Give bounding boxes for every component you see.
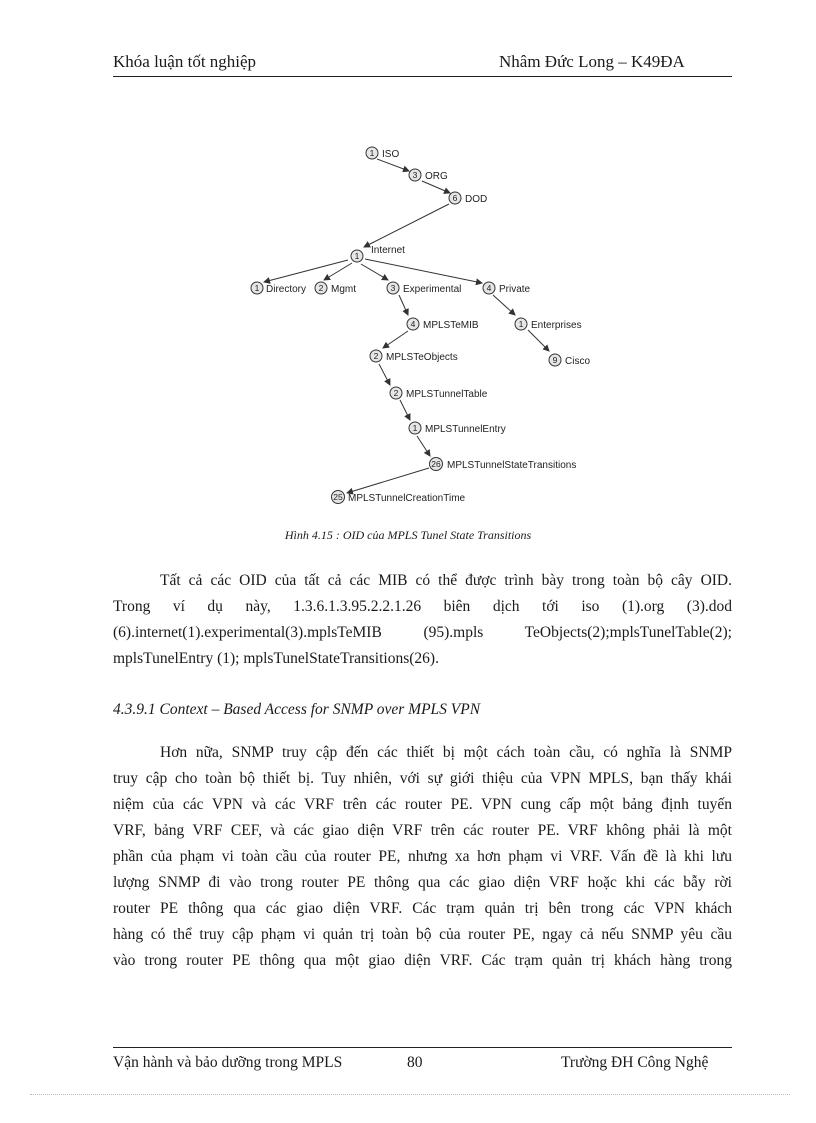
node-enterprises (515, 318, 582, 331)
node-mplsteobjects-label: MPLSTeObjects (386, 352, 458, 363)
node-mgmt-number: 2 (318, 283, 324, 293)
node-cisco-label: Cisco (565, 356, 591, 367)
edge-mplstemib-mplsteobjects (383, 331, 408, 348)
node-creationtime (332, 491, 466, 505)
footer-course-title: Vận hành và bảo dưỡng trong MPLS (113, 1054, 343, 1071)
footer-university: Trường ĐH Công Nghệ (561, 1054, 709, 1071)
node-org-number: 3 (412, 170, 418, 180)
paragraph-line: vào trong router PE thông qua một giao diện VRF. Các trạm quản trị khách hàng trong (113, 952, 732, 969)
node-enterprises-label: Enterprises (531, 320, 582, 331)
paragraph-line: hàng có thể truy cập phạm vi quản trị toàn bộ của router PE, ngay cả nếu SNMP yêu cầu (113, 926, 732, 943)
oid-tree-diagram (240, 138, 600, 513)
paragraph-line: Hơn nữa, SNMP truy cập đến các thiết bị một cách toàn cầu, có nghĩa là SNMP (160, 744, 732, 761)
edge-dod-internet (364, 204, 449, 247)
edge-iso-org (377, 159, 409, 171)
edge-internet-directory (264, 260, 348, 282)
node-creationtime-label: MPLSTunnelCreationTime (348, 493, 466, 504)
node-mplsteobjects-number: 2 (373, 351, 379, 361)
node-internet-label: Internet (371, 245, 405, 256)
node-tunneltable-number: 2 (393, 388, 399, 398)
node-org (409, 169, 448, 182)
node-iso-number: 1 (369, 148, 375, 158)
paragraph-line: lượng SNMP đi vào trong router PE thông qua các giao diện VRF hoặc khi các bẫy rời (113, 874, 732, 891)
page-header (113, 52, 732, 77)
node-cisco-number: 9 (552, 355, 558, 365)
node-mgmt (315, 282, 356, 295)
node-dod-number: 6 (452, 193, 458, 203)
edge-statetransitions-creationtime (347, 468, 429, 493)
node-statetransitions-number: 26 (431, 459, 441, 469)
node-private-number: 4 (486, 283, 492, 293)
node-statetransitions-label: MPLSTunnelStateTransitions (447, 460, 577, 471)
node-tunneltable (390, 387, 488, 400)
node-statetransitions (430, 458, 577, 472)
node-experimental-number: 3 (390, 283, 396, 293)
page-number: 80 (407, 1054, 423, 1071)
page-footer (113, 1047, 732, 1074)
paragraph-line: router PE thông qua các giao diện VRF. Các trạm quản trị bên trong các VPN khách (113, 900, 732, 917)
node-iso (366, 147, 399, 160)
paragraph-line: (6).internet(1).experimental(3).mplsTeMIB (95).mpls TeObjects(2);mplsTunelTable(2); (113, 624, 732, 641)
paragraph-oid-explanation (113, 568, 732, 672)
node-dod (449, 192, 487, 205)
figure-caption: Hình 4.15 : OID của MPLS Tunel State Transitions (284, 528, 532, 542)
node-directory-number: 1 (254, 283, 260, 293)
paragraph-context-access (113, 740, 732, 974)
node-mplstemib (407, 318, 479, 331)
paragraph-line: mplsTunelEntry (1); mplsTunelStateTransitions(26). (113, 650, 439, 667)
edge-experimental-mplstemib (399, 295, 408, 315)
node-internet (351, 245, 405, 262)
node-tunnelentry (409, 422, 506, 435)
edge-org-dod (422, 181, 450, 193)
node-private (483, 282, 531, 295)
node-private-label: Private (499, 284, 531, 295)
node-tunnelentry-label: MPLSTunnelEntry (425, 424, 506, 435)
paragraph-line: VRF, bảng VRF CEF, và các giao diện VRF trên các router PE. VRF không phải là một (113, 822, 732, 839)
node-mgmt-label: Mgmt (331, 284, 356, 295)
paragraph-line: niệm của các VPN và các VRF trên các router PE. VPN cung cấp một bảng định tuyến (113, 796, 732, 813)
node-mplstemib-label: MPLSTeMIB (423, 320, 479, 331)
paragraph-line: Trong ví dụ này, 1.3.6.1.3.95.2.2.1.26 biên dịch tới iso (1).org (3).dod (113, 598, 732, 615)
edge-private-enterprises (493, 295, 515, 315)
node-org-label: ORG (425, 171, 448, 182)
node-tunnelentry-number: 1 (412, 423, 418, 433)
header-author: Nhâm Đức Long – K49ĐA (499, 52, 685, 71)
node-experimental (387, 282, 461, 295)
edge-mplsteobjects-tunneltable (379, 364, 390, 385)
node-directory-label: Directory (266, 284, 307, 295)
node-dod-label: DOD (465, 194, 488, 205)
section-heading: 4.3.9.1 Context – Based Access for SNMP over MPLS VPN (113, 701, 481, 718)
paragraph-line: Tất cả các OID của tất cả các MIB có thể được trình bày trong toàn bộ cây OID. (160, 572, 732, 589)
edge-internet-private (365, 259, 482, 283)
node-creationtime-number: 25 (333, 492, 343, 502)
paragraph-line: phần của phạm vi toàn cầu của router PE, nhưng xa hơn phạm vi VRF. Vấn đề là khi lưu (113, 848, 732, 865)
node-tunneltable-label: MPLSTunnelTable (406, 389, 488, 400)
node-directory (251, 282, 306, 295)
node-cisco (549, 354, 590, 367)
node-iso-label: ISO (382, 149, 400, 160)
node-enterprises-number: 1 (518, 319, 524, 329)
node-internet-number: 1 (354, 251, 360, 261)
header-thesis-title: Khóa luận tốt nghiệp (113, 52, 257, 71)
paragraph-line: truy cập cho toàn bộ thiết bị. Tuy nhiên, với sự giới thiệu của VPN MPLS, bạn thấy khái (113, 770, 732, 787)
edge-tunnelentry-statetransitions (417, 436, 430, 456)
node-mplsteobjects (370, 350, 458, 363)
edge-tunneltable-tunnelentry (400, 400, 410, 420)
edge-internet-experimental (361, 264, 388, 280)
node-mplstemib-number: 4 (410, 319, 416, 329)
page-edge-divider (30, 1094, 790, 1095)
edge-enterprises-cisco (528, 330, 549, 351)
node-experimental-label: Experimental (403, 284, 462, 295)
